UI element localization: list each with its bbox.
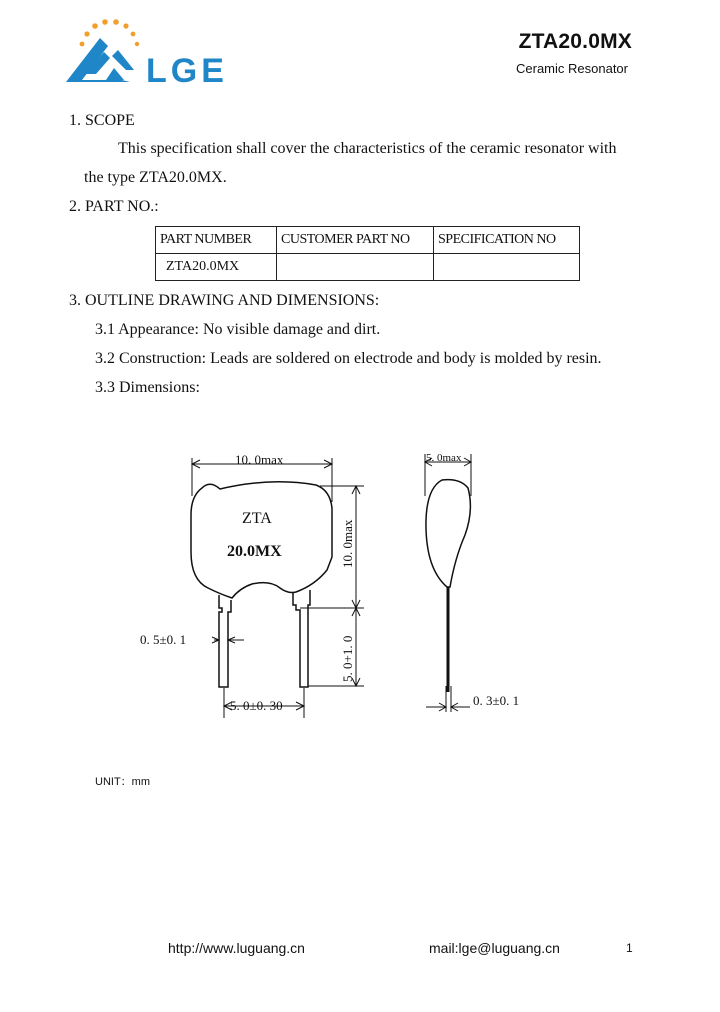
- brand-name: LGE: [146, 52, 228, 88]
- resonator-body-front: [191, 482, 332, 598]
- triangle-mark-icon: [66, 38, 134, 82]
- scope-heading: 1. SCOPE: [69, 112, 135, 129]
- construction-item: 3.2 Construction: Leads are soldered on electrode and body is molded by resin.: [95, 350, 602, 367]
- height-dimension-label: 10. 0max: [340, 519, 355, 568]
- table-header-row: [156, 227, 580, 254]
- table-header-cell: CUSTOMER PART NO: [277, 227, 434, 254]
- width-dimension-label: 10. 0max: [235, 452, 284, 467]
- footer-email-link[interactable]: mail:lge@luguang.cn: [429, 940, 560, 956]
- page-number: 1: [626, 941, 633, 955]
- lead-length-label: 5. 0+1. 0: [340, 635, 355, 682]
- unit-note: UNIT：mm: [95, 776, 150, 788]
- thickness-label: 5. 0max: [426, 452, 462, 464]
- outline-heading: 3. OUTLINE DRAWING AND DIMENSIONS:: [69, 292, 380, 309]
- table-cell: ZTA20.0MX: [156, 254, 277, 281]
- body-marking-line2: 20.0MX: [227, 543, 282, 560]
- scope-text-line2: the type ZTA20.0MX.: [84, 169, 227, 186]
- dimensions-item: 3.3 Dimensions:: [95, 379, 200, 396]
- outline-drawing: [120, 440, 560, 730]
- document-subtitle: Ceramic Resonator: [516, 61, 628, 76]
- table-cell: [434, 254, 580, 281]
- resonator-body-side: [426, 480, 470, 587]
- lead-thickness-label: 0. 3±0. 1: [473, 693, 520, 708]
- footer-website-link[interactable]: http://www.luguang.cn: [168, 940, 305, 956]
- table-row: [156, 254, 580, 281]
- table-header-cell: SPECIFICATION NO: [434, 227, 580, 254]
- part-no-heading: 2. PART NO.:: [69, 198, 159, 215]
- body-marking-line1: ZTA: [242, 510, 272, 527]
- part-number-table: [155, 226, 580, 281]
- document-title: ZTA20.0MX: [518, 30, 632, 53]
- sun-rays-icon: [80, 19, 140, 46]
- scope-text-line1: This specification shall cover the characteristics of the ceramic resonator with: [118, 140, 617, 157]
- lge-logo: [62, 16, 247, 88]
- appearance-item: 3.1 Appearance: No visible damage and dirt.: [95, 321, 381, 338]
- table-header-cell: PART NUMBER: [156, 227, 277, 254]
- table-cell: [277, 254, 434, 281]
- lead-width-label: 0. 5±0. 1: [140, 632, 187, 647]
- pitch-label: 5. 0±0. 30: [230, 698, 283, 713]
- right-lead: [293, 590, 310, 687]
